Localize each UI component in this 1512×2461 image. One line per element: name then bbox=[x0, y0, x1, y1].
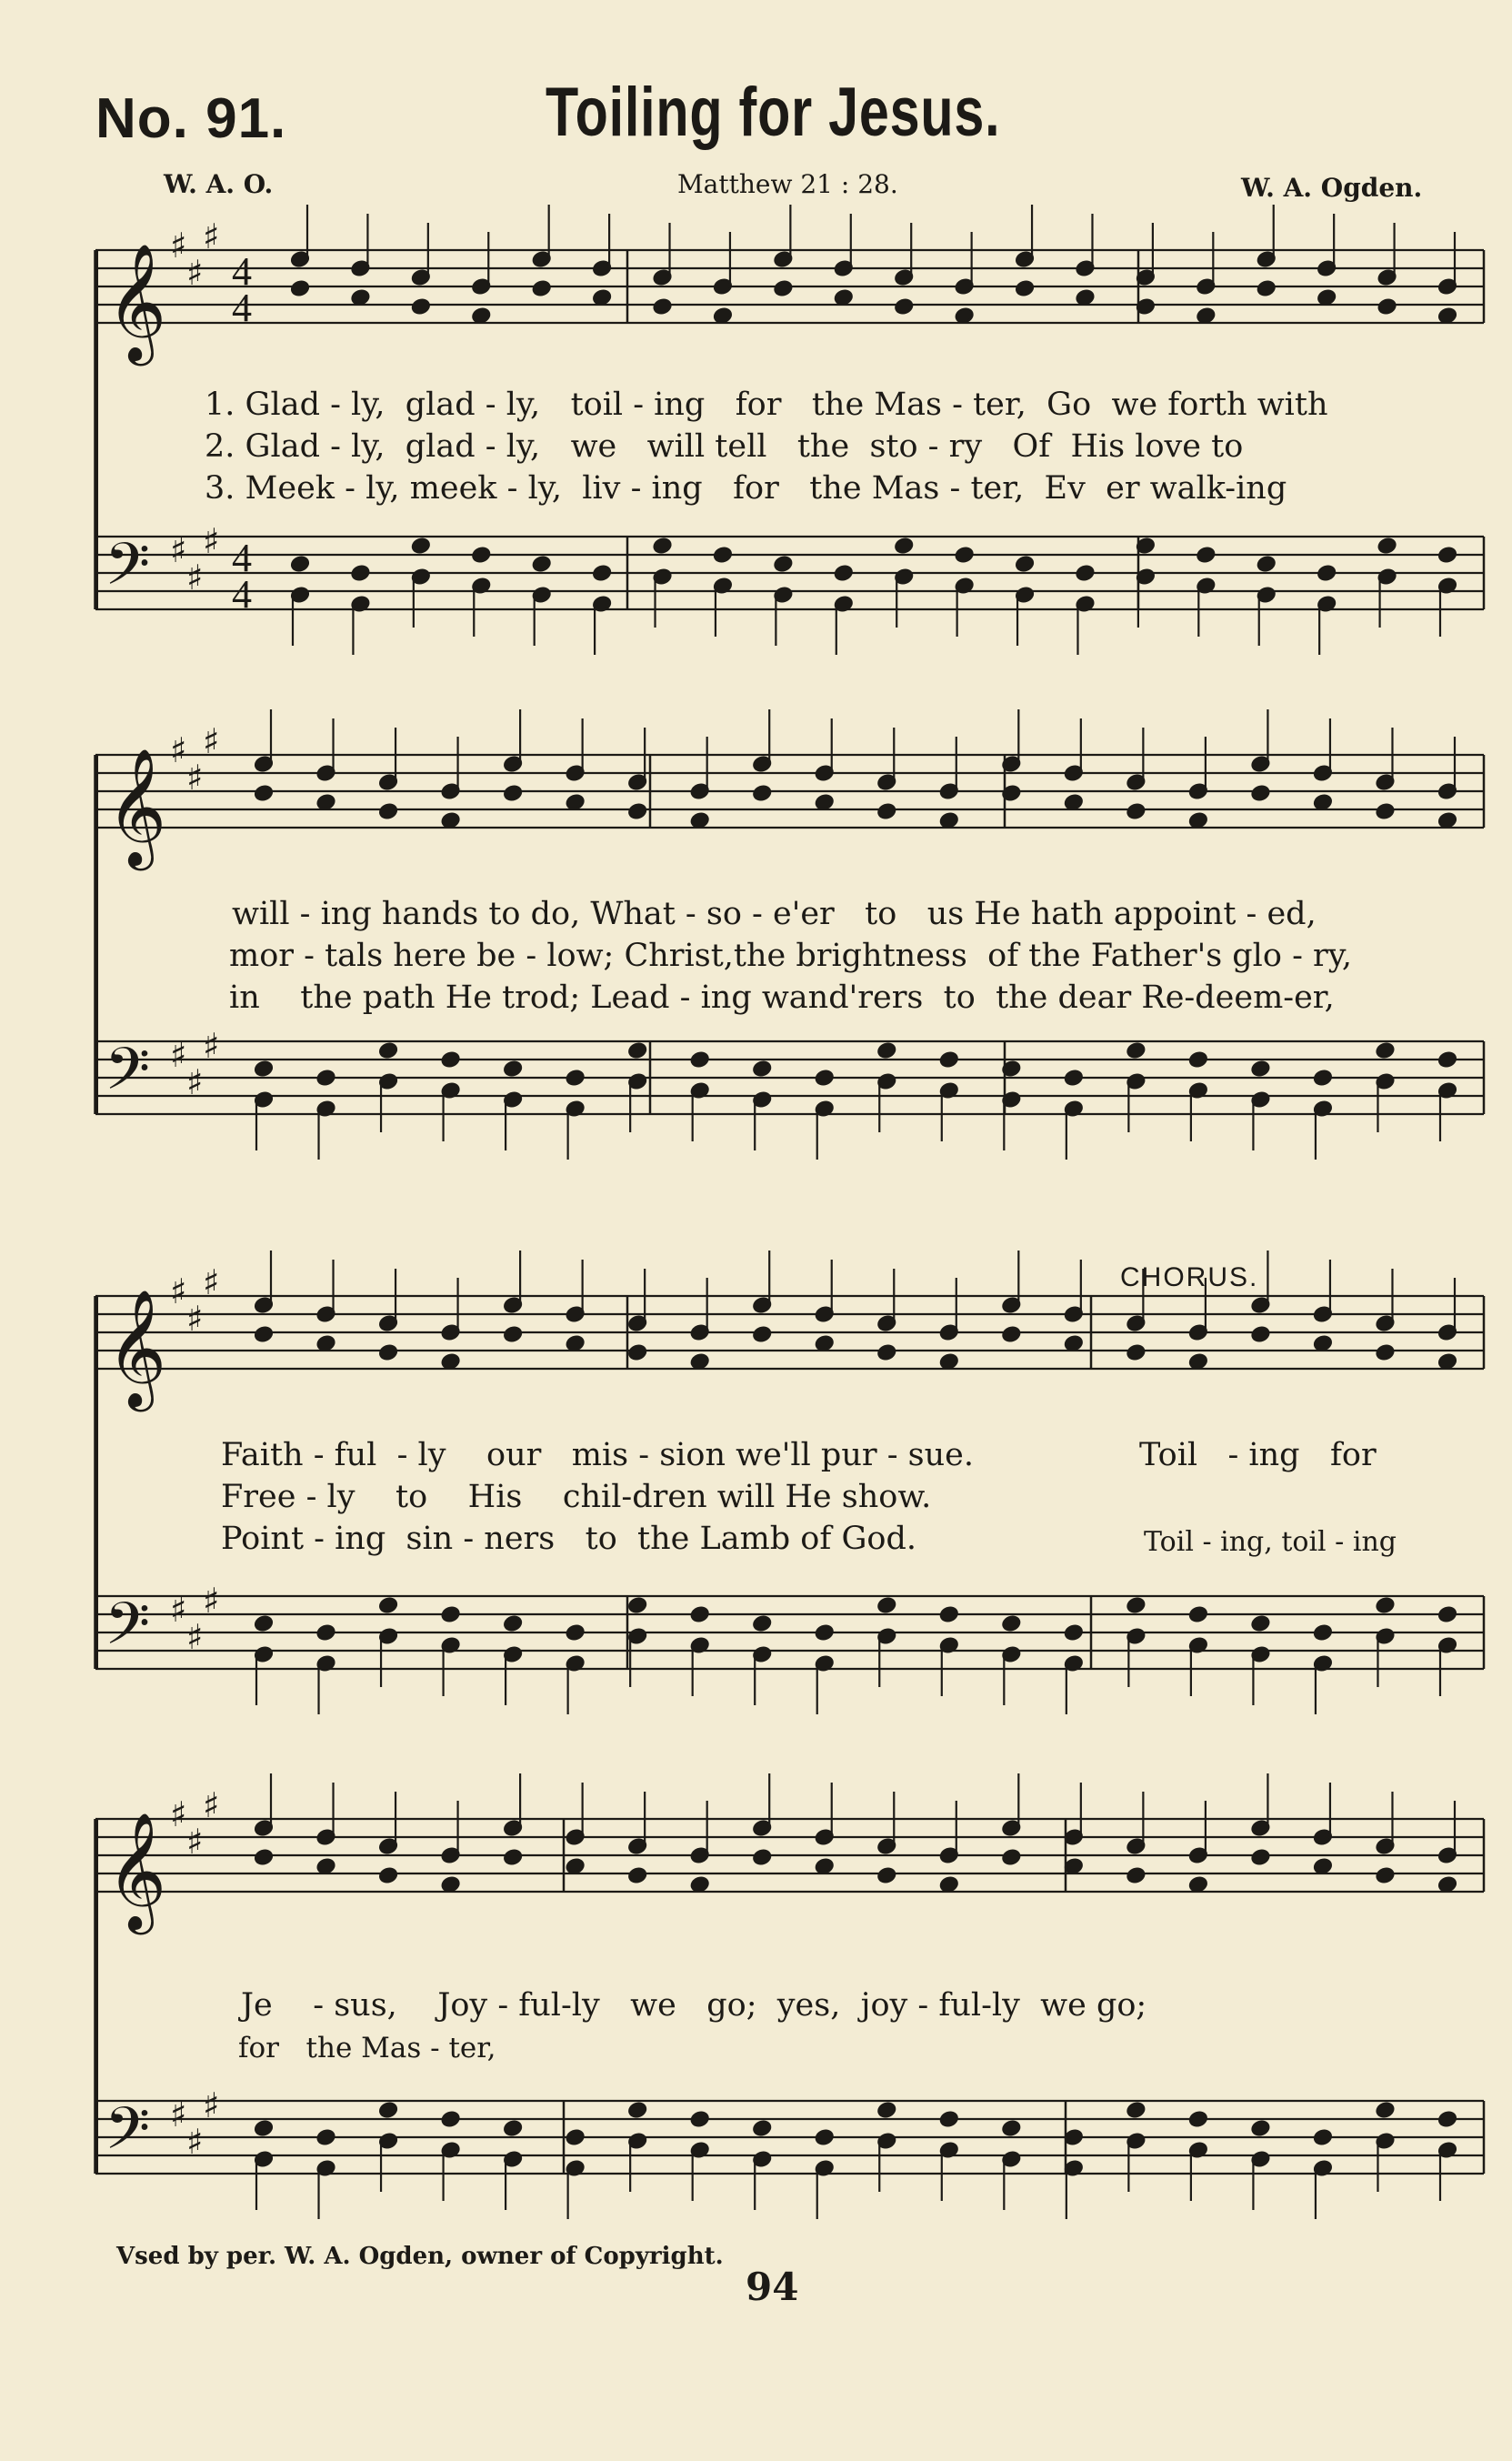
sharp-sign: ♯ bbox=[203, 1581, 220, 1621]
note-head bbox=[815, 1069, 835, 1086]
note-head bbox=[1377, 297, 1397, 315]
sharp-sign: ♯ bbox=[203, 1026, 220, 1066]
note-head bbox=[834, 564, 854, 581]
note-head bbox=[1001, 2119, 1021, 2136]
note-head bbox=[1251, 1614, 1271, 1632]
note-head bbox=[566, 1857, 586, 1874]
note-head bbox=[503, 1060, 523, 1077]
note-head bbox=[1126, 802, 1147, 819]
note-head bbox=[441, 2110, 461, 2127]
note-head bbox=[441, 811, 461, 829]
note-head bbox=[690, 1050, 710, 1068]
note-head bbox=[290, 279, 310, 296]
note-head bbox=[254, 1060, 274, 1077]
sharp-sign: ♯ bbox=[170, 226, 187, 266]
note-head bbox=[876, 1343, 896, 1361]
bass-clef-icon: 𝄢 bbox=[105, 1591, 151, 1672]
sharp-sign: ♯ bbox=[186, 1062, 204, 1102]
note-head bbox=[939, 1050, 959, 1068]
note-head bbox=[1437, 1605, 1457, 1622]
sharp-sign: ♯ bbox=[203, 721, 220, 761]
note-head bbox=[441, 1605, 461, 1622]
note-head bbox=[1313, 1069, 1333, 1086]
note-head bbox=[316, 1334, 336, 1351]
note-head bbox=[1376, 802, 1396, 819]
note-head bbox=[254, 1614, 274, 1632]
note-head bbox=[752, 784, 772, 801]
note-head bbox=[690, 2110, 710, 2127]
note-head bbox=[378, 1596, 398, 1613]
note-head bbox=[653, 537, 673, 554]
sharp-sign: ♯ bbox=[203, 521, 220, 561]
note-head bbox=[411, 297, 431, 315]
note-head bbox=[1251, 1060, 1271, 1077]
note-head bbox=[1376, 1596, 1396, 1613]
note-head bbox=[1313, 1623, 1333, 1641]
note-head bbox=[378, 1041, 398, 1059]
sharp-sign: ♯ bbox=[203, 1785, 220, 1825]
note-head bbox=[815, 2128, 835, 2145]
note-head bbox=[1076, 288, 1096, 306]
note-head bbox=[1313, 793, 1333, 810]
sharp-sign: ♯ bbox=[186, 1617, 204, 1657]
note-head bbox=[1313, 1334, 1333, 1351]
note-head bbox=[1377, 537, 1397, 554]
note-head bbox=[627, 1041, 647, 1059]
sharp-sign: ♯ bbox=[186, 758, 204, 798]
words-credit: W. A. O. bbox=[164, 169, 274, 199]
note-head bbox=[351, 288, 371, 306]
note-head bbox=[1317, 288, 1337, 306]
note-head bbox=[876, 1866, 896, 1883]
note-head bbox=[1196, 546, 1216, 563]
note-head bbox=[378, 2101, 398, 2118]
bass-clef-icon: 𝄢 bbox=[105, 1036, 151, 1118]
time-signature-bottom: 4 bbox=[232, 572, 252, 617]
note-head bbox=[1126, 1041, 1147, 1059]
page-number: 94 bbox=[746, 2265, 799, 2309]
music-credit: W. A. Ogden. bbox=[1241, 173, 1423, 203]
note-head bbox=[1126, 1596, 1147, 1613]
note-head bbox=[1064, 1623, 1084, 1641]
chorus-line-4b: for the Mas - ter, bbox=[238, 2032, 496, 2064]
note-head bbox=[1313, 1857, 1333, 1874]
note-head bbox=[1376, 1041, 1396, 1059]
verse-2-line-1: 2. Glad - ly, glad - ly, we will tell the sto - ry Of His love to bbox=[205, 428, 1244, 465]
note-head bbox=[752, 1060, 772, 1077]
note-head bbox=[1437, 1050, 1457, 1068]
note-head bbox=[876, 802, 896, 819]
sharp-sign: ♯ bbox=[170, 1794, 187, 1834]
sharp-sign: ♯ bbox=[186, 2122, 204, 2162]
note-head bbox=[1188, 2110, 1208, 2127]
note-head bbox=[316, 2128, 336, 2145]
sharp-sign: ♯ bbox=[186, 1299, 204, 1339]
note-head bbox=[653, 297, 673, 315]
note-head bbox=[627, 1596, 647, 1613]
note-head bbox=[774, 279, 794, 296]
note-head bbox=[1188, 811, 1208, 829]
chorus-line-4a: Je - sus, Joy - ful-ly we go; yes, joy - ful-ly we go; bbox=[241, 1987, 1147, 2024]
time-signature-bottom: 4 bbox=[232, 286, 252, 330]
note-head bbox=[690, 811, 710, 829]
note-head bbox=[566, 1069, 586, 1086]
note-head bbox=[1437, 1352, 1457, 1370]
note-head bbox=[894, 297, 914, 315]
note-head bbox=[503, 784, 523, 801]
note-head bbox=[627, 1866, 647, 1883]
note-head bbox=[752, 2119, 772, 2136]
note-head bbox=[503, 1325, 523, 1342]
note-head bbox=[1257, 279, 1277, 296]
treble-clef-icon: 𝄞 bbox=[106, 1812, 167, 1930]
copyright-notice: Vsed by per. W. A. Ogden, owner of Copyright. bbox=[116, 2243, 724, 2270]
note-head bbox=[1251, 1325, 1271, 1342]
note-head bbox=[566, 1623, 586, 1641]
note-head bbox=[690, 1605, 710, 1622]
sharp-sign: ♯ bbox=[186, 253, 204, 293]
sharp-sign: ♯ bbox=[203, 1262, 220, 1302]
note-head bbox=[939, 2110, 959, 2127]
note-head bbox=[441, 1352, 461, 1370]
note-head bbox=[1251, 784, 1271, 801]
verse-3-line-1: 3. Meek - ly, meek - ly, liv - ing for the Mas - ter, Ev er walk-ing bbox=[205, 470, 1287, 507]
note-head bbox=[1001, 1848, 1021, 1865]
note-head bbox=[939, 1352, 959, 1370]
sharp-sign: ♯ bbox=[170, 2094, 187, 2135]
verse-3-line-2: in the path He trod; Lead - ing wand'rers to the dear Re-deem-er, bbox=[229, 979, 1335, 1016]
note-head bbox=[1313, 2128, 1333, 2145]
note-head bbox=[532, 279, 552, 296]
chorus-words-line-1: Toil - ing for bbox=[1139, 1437, 1377, 1473]
note-head bbox=[1064, 793, 1084, 810]
note-head bbox=[503, 2119, 523, 2136]
note-head bbox=[411, 537, 431, 554]
note-head bbox=[1001, 1614, 1021, 1632]
note-head bbox=[713, 546, 733, 563]
note-head bbox=[1257, 555, 1277, 572]
note-head bbox=[815, 1334, 835, 1351]
note-head bbox=[316, 1069, 336, 1086]
note-head bbox=[627, 1343, 647, 1361]
bass-clef-icon: 𝄢 bbox=[105, 531, 151, 613]
time-signature-top: 4 bbox=[232, 536, 252, 580]
note-head bbox=[1015, 555, 1035, 572]
note-head bbox=[752, 1614, 772, 1632]
scripture-reference: Matthew 21 : 28. bbox=[677, 169, 898, 199]
note-head bbox=[955, 306, 975, 324]
note-head bbox=[876, 1596, 896, 1613]
note-head bbox=[254, 1325, 274, 1342]
verse-1-line-2: will - ing hands to do, What - so - e'er to us He hath appoint - ed, bbox=[232, 896, 1317, 932]
note-head bbox=[1188, 1875, 1208, 1893]
note-head bbox=[441, 1050, 461, 1068]
treble-clef-icon: 𝄞 bbox=[106, 748, 167, 866]
note-head bbox=[378, 1866, 398, 1883]
sharp-sign: ♯ bbox=[203, 2085, 220, 2125]
note-head bbox=[939, 1605, 959, 1622]
note-head bbox=[815, 1857, 835, 1874]
sharp-sign: ♯ bbox=[186, 1822, 204, 1862]
note-head bbox=[876, 2101, 896, 2118]
note-head bbox=[1001, 1325, 1021, 1342]
note-head bbox=[955, 546, 975, 563]
note-head bbox=[939, 811, 959, 829]
note-head bbox=[939, 1875, 959, 1893]
note-head bbox=[834, 288, 854, 306]
note-head bbox=[774, 555, 794, 572]
hymn-title: Toiling for Jesus. bbox=[546, 74, 1001, 151]
sharp-sign: ♯ bbox=[170, 1035, 187, 1075]
note-head bbox=[592, 288, 612, 306]
note-head bbox=[351, 564, 371, 581]
note-head bbox=[254, 784, 274, 801]
verse-1-line-1: 1. Glad - ly, glad - ly, toil - ing for the Mas - ter, Go we forth with bbox=[205, 387, 1328, 423]
note-head bbox=[1076, 564, 1096, 581]
note-head bbox=[876, 1041, 896, 1059]
sharp-sign: ♯ bbox=[170, 730, 187, 770]
note-head bbox=[566, 2128, 586, 2145]
note-head bbox=[1188, 1605, 1208, 1622]
note-head bbox=[503, 1614, 523, 1632]
sharp-sign: ♯ bbox=[170, 1271, 187, 1311]
note-head bbox=[378, 1343, 398, 1361]
note-head bbox=[1251, 2119, 1271, 2136]
note-head bbox=[815, 793, 835, 810]
sharp-sign: ♯ bbox=[170, 530, 187, 570]
note-head bbox=[1188, 1050, 1208, 1068]
chorus-label: CHORUS. bbox=[1120, 1262, 1259, 1292]
note-head bbox=[503, 1848, 523, 1865]
note-head bbox=[316, 793, 336, 810]
note-head bbox=[627, 2101, 647, 2118]
note-head bbox=[1188, 1352, 1208, 1370]
note-head bbox=[815, 1623, 835, 1641]
note-head bbox=[1064, 1334, 1084, 1351]
time-signature-top: 4 bbox=[232, 249, 252, 294]
sharp-sign: ♯ bbox=[170, 1590, 187, 1630]
verse-3-line-3: Point - ing sin - ners to the Lamb of God. bbox=[221, 1521, 917, 1557]
note-head bbox=[713, 306, 733, 324]
note-head bbox=[1196, 306, 1216, 324]
verse-2-line-2: mor - tals here be - low; Christ,the brightness of the Father's glo - ry, bbox=[229, 938, 1353, 974]
note-head bbox=[566, 793, 586, 810]
note-head bbox=[1437, 306, 1457, 324]
sharp-sign: ♯ bbox=[203, 216, 220, 256]
note-head bbox=[254, 2119, 274, 2136]
note-head bbox=[1015, 279, 1035, 296]
treble-clef-icon: 𝄞 bbox=[106, 243, 167, 361]
note-head bbox=[290, 555, 310, 572]
note-head bbox=[1376, 1866, 1396, 1883]
note-head bbox=[627, 802, 647, 819]
sharp-sign: ♯ bbox=[186, 557, 204, 598]
chorus-words-line-2: Toil - ing, toil - ing bbox=[1144, 1526, 1397, 1558]
note-head bbox=[254, 1848, 274, 1865]
note-head bbox=[690, 1352, 710, 1370]
note-head bbox=[566, 1334, 586, 1351]
note-head bbox=[1126, 2101, 1147, 2118]
note-head bbox=[378, 802, 398, 819]
note-head bbox=[1064, 1069, 1084, 1086]
note-head bbox=[1251, 1848, 1271, 1865]
note-head bbox=[894, 537, 914, 554]
hymn-number: No. 91. bbox=[95, 87, 287, 150]
note-head bbox=[752, 1325, 772, 1342]
bass-clef-icon: 𝄢 bbox=[105, 2095, 151, 2177]
note-head bbox=[1376, 2101, 1396, 2118]
verse-1-line-3: Faith - ful - ly our mis - sion we'll pur - sue. bbox=[221, 1437, 975, 1473]
treble-clef-icon: 𝄞 bbox=[106, 1289, 167, 1407]
note-head bbox=[1437, 546, 1457, 563]
note-head bbox=[316, 1857, 336, 1874]
note-head bbox=[1126, 1866, 1147, 1883]
note-head bbox=[316, 1623, 336, 1641]
note-head bbox=[592, 564, 612, 581]
note-head bbox=[471, 546, 491, 563]
note-head bbox=[471, 306, 491, 324]
note-head bbox=[441, 1875, 461, 1893]
note-head bbox=[1437, 1875, 1457, 1893]
note-head bbox=[1376, 1343, 1396, 1361]
note-head bbox=[532, 555, 552, 572]
note-head bbox=[1437, 811, 1457, 829]
note-head bbox=[1317, 564, 1337, 581]
verse-2-line-3: Free - ly to His chil-dren will He show. bbox=[221, 1479, 932, 1515]
note-head bbox=[752, 1848, 772, 1865]
note-head bbox=[1126, 1343, 1147, 1361]
note-head bbox=[690, 1875, 710, 1893]
note-head bbox=[1437, 2110, 1457, 2127]
